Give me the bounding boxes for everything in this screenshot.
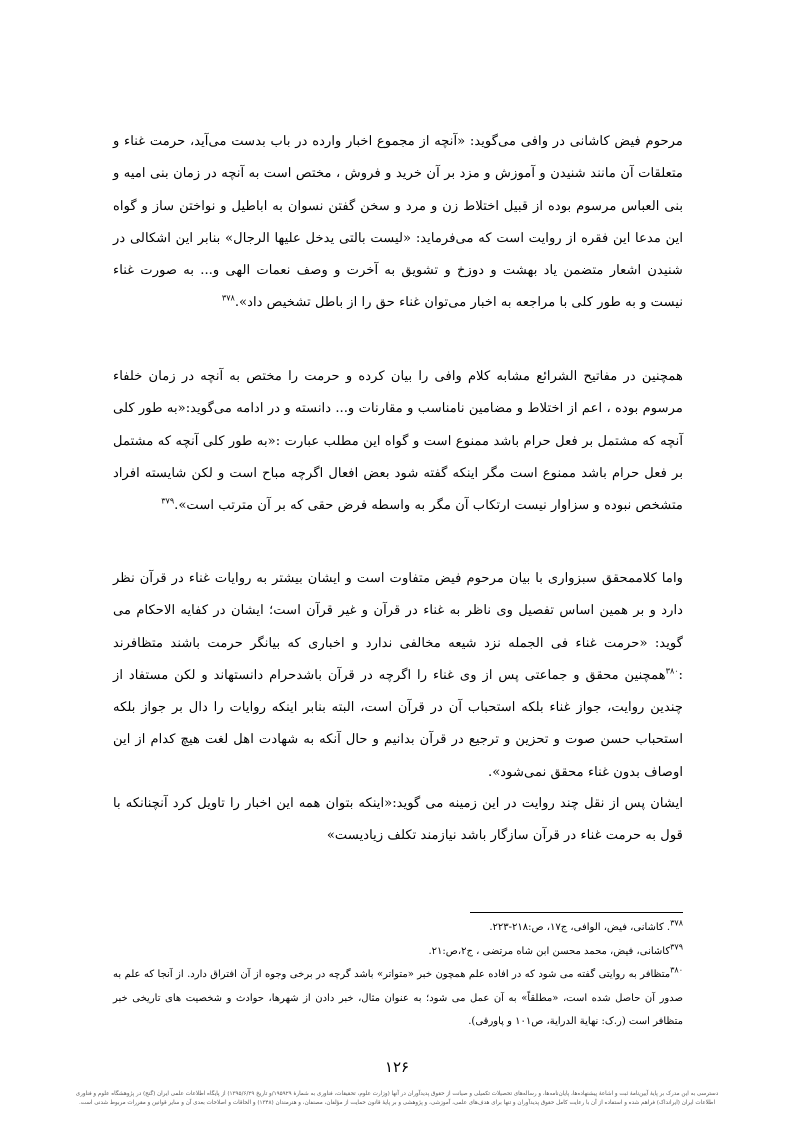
legal-notice-line: اطلاعات ایران (ایرانداک) فراهم شده و استفاده از آن با رعایت کامل حقوق پدیدآوران و تنها برای هدف‌های علمی، آموزشی، و پژوهشی و بر پایهٔ قانون حمایت از مؤلفان، مصنفان، و هنرمندان (۱۳۴۸) و الحاقات و اصلاحات بعدی آن و سایر قوانین و مقررات مربوط شدنی است. xyxy=(78,1100,716,1106)
body-paragraph: مرحوم فیض کاشانی در وافی می‌گوید: «آنچه از مجموع اخبار وارده در باب بدست می‌آید، حرمت غناء و متعلقات آن مانند شنیدن و آموزش و مزد بر آن خرید و فروش ، مختص است به آنچه در زمان بنی امیه و بنی العباس مرسوم بوده از قبیل اختلاط زن و مرد و سخن گفتن نسوان به اباطیل و نواختن ساز و گواه این مدعا این فقره از روایت است که می‌فرماید: «لیست بالتی یدخل علیها الرجال» بنابر این اشکالی در شنیدن اشعار متضمن یاد بهشت و دوزخ و تشویق به آخرت و وصف نعمات الهی و... به صورت غناء نیست و به طور کلی با مراجعه به اخبار می‌توان غناء حق را از باطل تشخیص داد».$^{۳۷۸}$ xyxy=(113,134,683,311)
footnotes xyxy=(113,916,683,1034)
body-paragraph: واما کلاممحقق سبزواری با بیان مرحوم فیض متفاوت است و ایشان بیشتر به روایات غناء در قرآن نظر دارد و بر همین اساس تفصیل وی ناظر به غناء در قرآن و غیر قرآن است؛ ایشان در کفایه الاحکام می گوید: «حرمت غناء فی الجمله نزد شیعه مخالفی ندارد و اخباری که بیانگر حرمت باشند متظافرند :$^{۳۸۰}$همچنین محقق و جماعتی پس از وی غناء را اگرچه در قرآن باشدحرام دانستهاند و لکن مستفاد از چندین روایت، جواز غناء بلکه استحباب آن در قرآن است، البته بنابر اینکه روایات را دال بر جواز بلکه استحباب حسن صوت و تحزین و ترجیع در قرآن بدانیم و حال آنکه به شهادت اهل لغت هیچ کدام از این اوصاف بدون غناء محقق نمی‌شود». xyxy=(113,571,683,780)
legal-notice-line: دسترسی به این مدرک بر پایهٔ آیین‌نامهٔ ثبت و اشاعهٔ پیشنهاده‌ها، پایان‌نامه‌ها، و رساله‌های تحصیلات تکمیلی و صیانت از حقوق پدیدآوران در آنها (وزارت علوم، تحقیقات، فناوری به شمارهٔ ۱۹۵۹۲۹/و تاریخ ۱۳۹۵/۶/۲۹) از پایگاه اطلاعات علمی ایران (گنج) در پژوهشگاه علوم و فناوری xyxy=(75,1091,719,1097)
footnote-number: ۳۸۰ xyxy=(670,965,683,975)
footnote: $^{۳۷۸}$. کاشانی، فیض، الوافی، ج۱۷، ص:۲۱۸-۲۲۳. xyxy=(489,918,683,933)
footnote-ref[interactable]: ۳۸۰ xyxy=(665,666,679,676)
body-paragraph: ایشان پس از نقل چند روایت در این زمینه می گوید:«اینکه بتوان همه این اخبار را تاویل کرد آنچنانکه با قول به حرمت غناء در قرآن سازگار باشد نیازمند تکلف زیادیست» xyxy=(113,796,683,844)
footnote-ref[interactable]: ۳۷۹ xyxy=(161,496,175,506)
legal-notice xyxy=(10,1090,784,1108)
footnote-ref[interactable]: ۳۷۸ xyxy=(221,294,235,304)
footnote: $^{۳۷۹}$کاشانی، فیض، محمد محسن ابن شاه مرتضی ، ج۲،ص:۲۱. xyxy=(428,942,683,957)
footnote-number: ۳۷۹ xyxy=(670,942,683,952)
footnote-number: ۳۷۸ xyxy=(670,918,683,928)
page-number: ۱۲۶ xyxy=(384,1058,410,1076)
footnote: $^{۳۸۰}$متظافر به روایتی گفته می شود که در افاده علم همچون خبر «متواتر» باشد گرچه در برخی وجوه از آن افتراق دارد. از آنجا که علم به صدور آن حاصل شده است، «مطلقاً» به آن عمل می شود؛ به عنوان مثال، خبر دادن از شهرها، حوادث و شخصیت های تاریخی خبر متظافر است (ر.ک: نهایة الدرایة، ص۱۰۱ و پاورقی). xyxy=(113,965,683,1027)
body-paragraph: همچنین در مفاتیح الشرائع مشابه کلام وافی را بیان کرده و حرمت را مختص به آنچه در زمان خلفاء مرسوم بوده ، اعم از اختلاط و مضامین نامناسب و مقارنات و... دانسته و در ادامه می‌گوید:«به طور کلی آنچه که مشتمل بر فعل حرام باشد ممنوع است و گواه این مطلب عبارت :«به طور کلی آنچه که مشتمل بر فعل حرام باشد ممنوع است مگر اینکه گفته شود بعض افعال اگرچه مباح است و لکن شایسته افراد متشخص نبوده و سزاوار نیست ارتکاب آن مگر به واسطه فرض حقی که بر آن مترتب است».$^{۳۷۹}$ xyxy=(113,369,683,514)
footnote-separator xyxy=(470,912,683,913)
